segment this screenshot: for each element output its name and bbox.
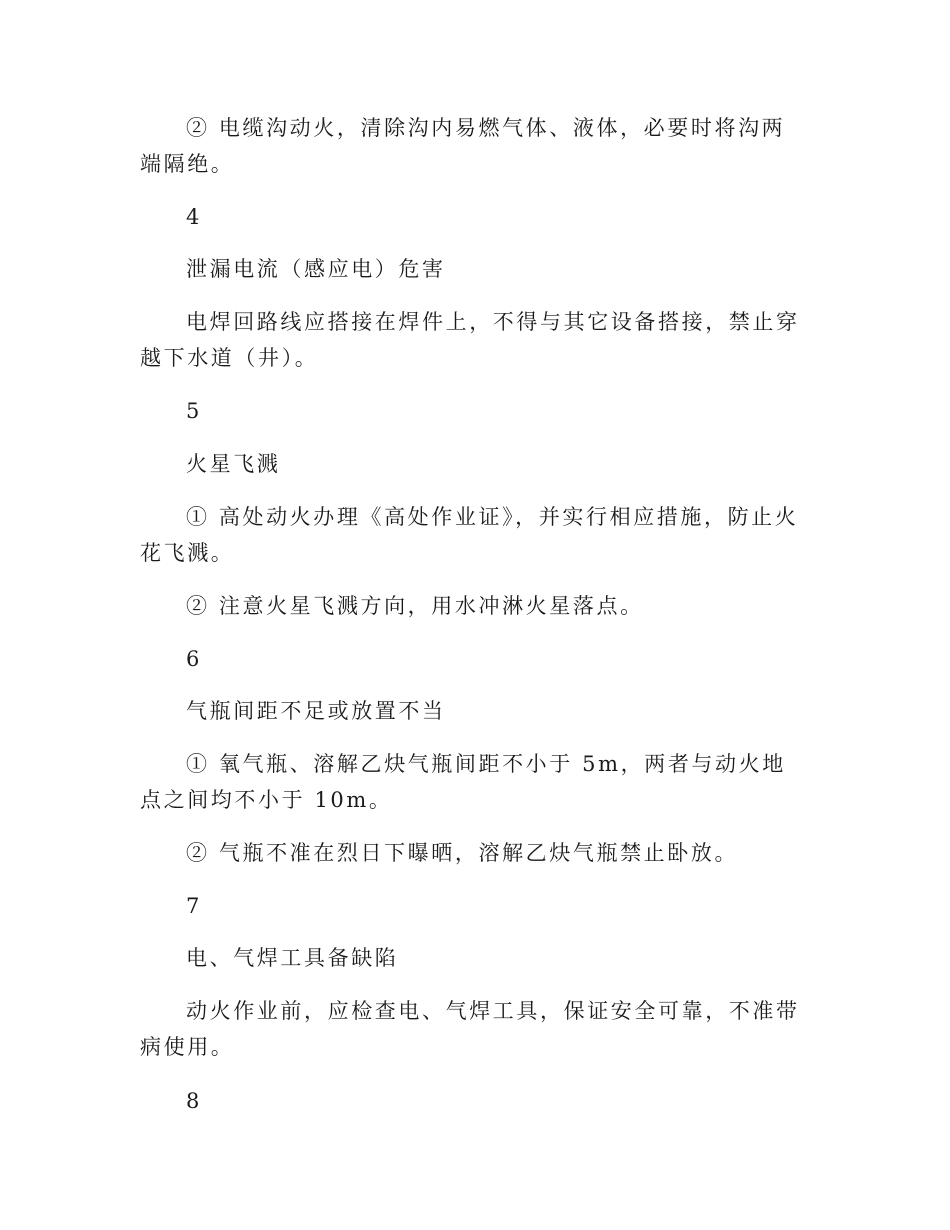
item-number-8: 8 xyxy=(186,1089,202,1113)
measure-welding-return-line: 电焊回路线应搭接在焊件上，不得与其它设备搭接，禁止穿越下水道（井）。 xyxy=(140,310,800,370)
measure-spark-direction: ② 注意火星飞溅方向，用水冲淋火星落点。 xyxy=(186,594,644,618)
measure-tool-inspection: 动火作业前，应检查电、气焊工具，保证安全可靠，不准带病使用。 xyxy=(140,999,800,1059)
item-number-5: 5 xyxy=(186,399,202,423)
measure-cylinder-distance: ① 氧气瓶、溶解乙炔气瓶间距不小于 5m，两者与动火地点之间均不小于 10m。 xyxy=(140,752,786,812)
measure-cable-trench: ② 电缆沟动火，清除沟内易燃气体、液体，必要时将沟两端隔绝。 xyxy=(140,116,786,176)
item-number-7: 7 xyxy=(186,894,202,918)
hazard-welding-tool-defects: 电、气焊工具备缺陷 xyxy=(186,946,399,970)
measure-cylinder-sun-exposure: ② 气瓶不准在烈日下曝晒，溶解乙炔气瓶禁止卧放。 xyxy=(186,841,739,865)
hazard-leakage-current: 泄漏电流（感应电）危害 xyxy=(186,257,446,281)
item-number-4: 4 xyxy=(186,205,202,229)
item-number-6: 6 xyxy=(186,647,202,671)
hazard-spark-splash: 火星飞溅 xyxy=(186,452,281,476)
measure-high-altitude-permit: ① 高处动火办理《高处作业证》，并实行相应措施，防止火花飞溅。 xyxy=(140,505,799,565)
hazard-cylinder-spacing: 气瓶间距不足或放置不当 xyxy=(186,699,446,723)
